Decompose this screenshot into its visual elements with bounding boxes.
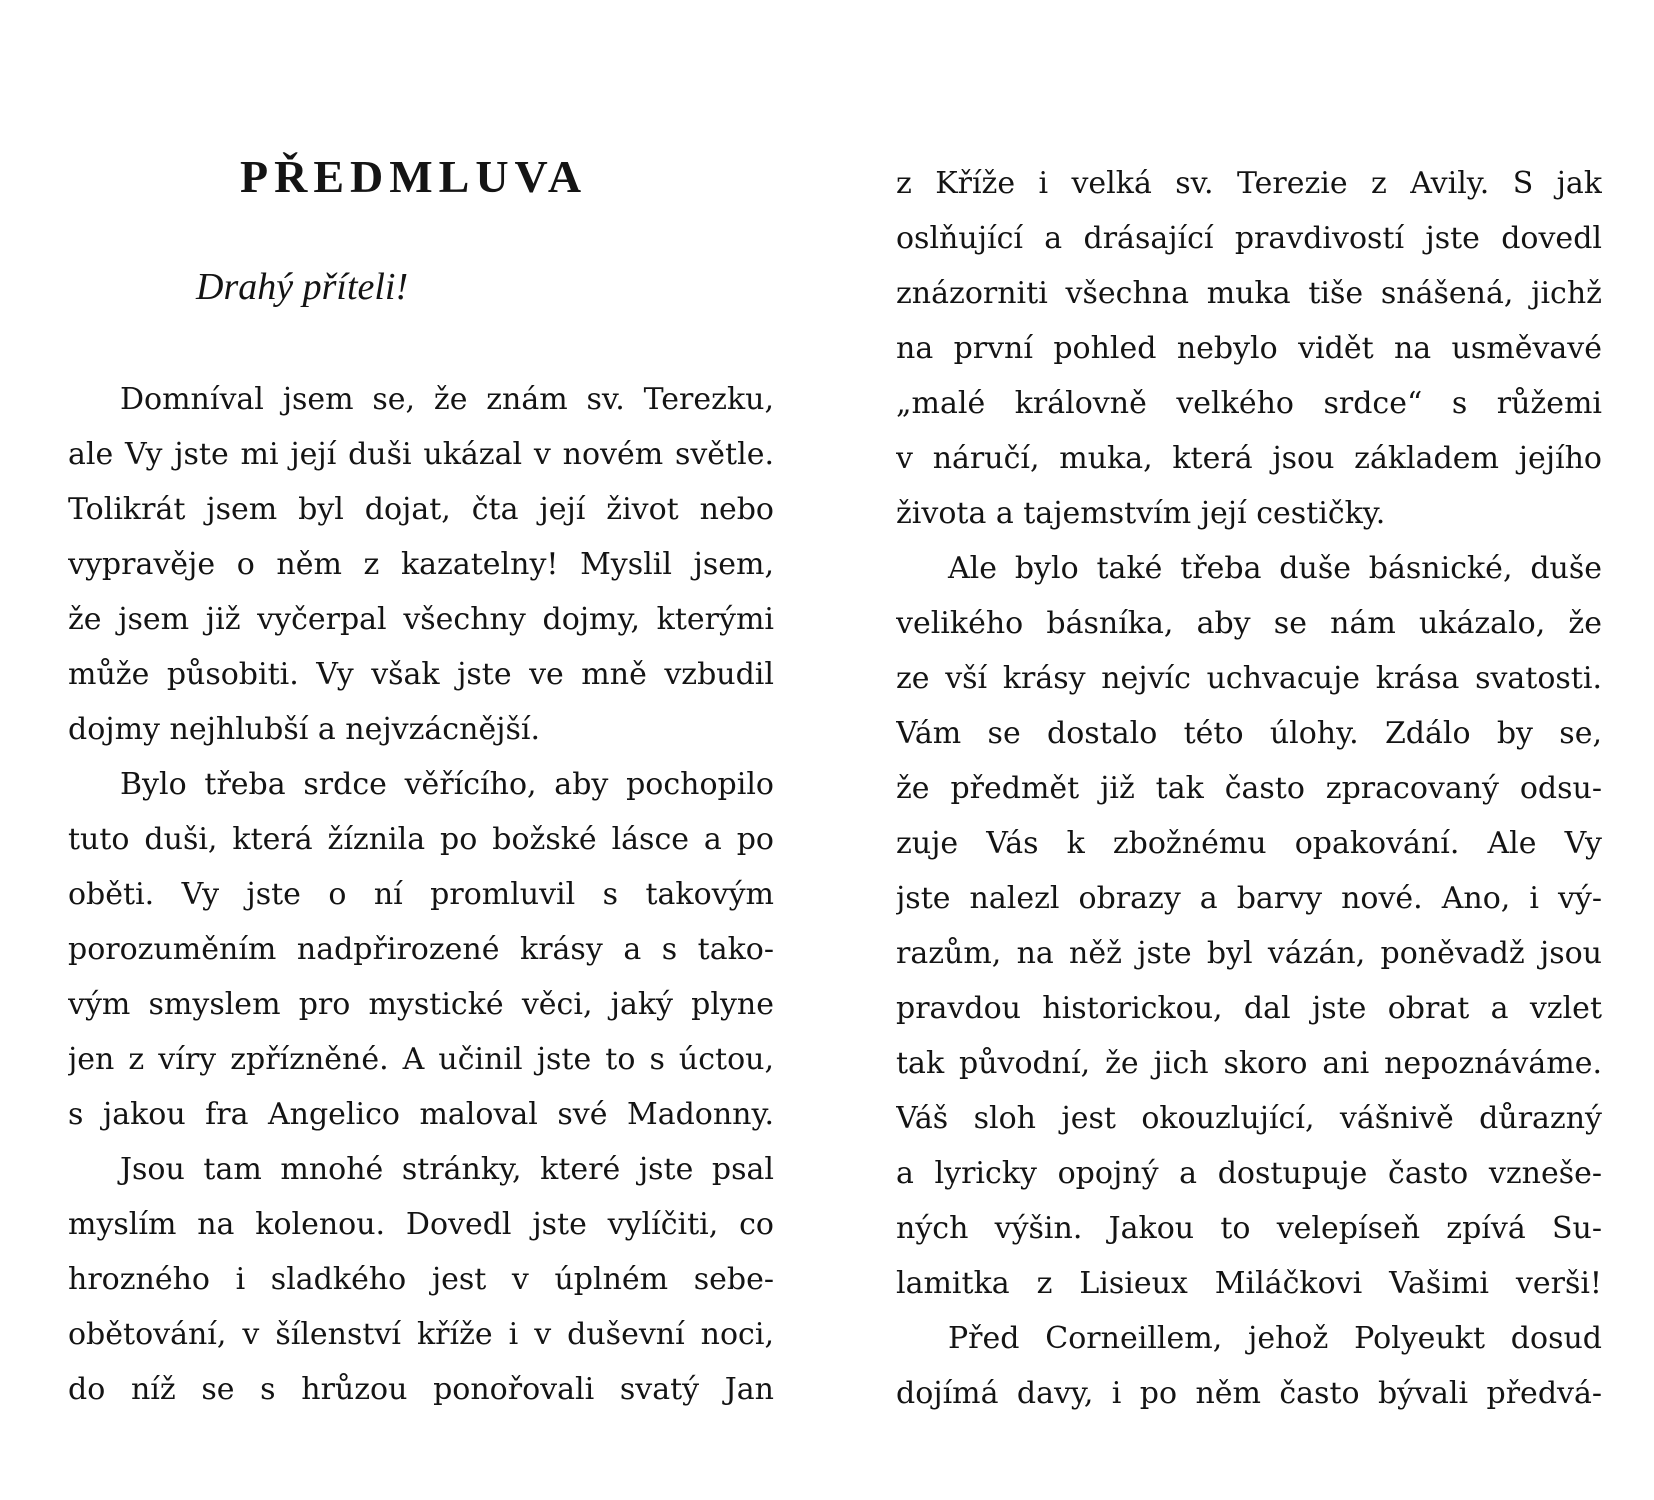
text-line: může působiti. Vy však jste ve mně vzbudil [68,657,774,692]
text-line: jen z víry zpřízněné. A učinil jste to s úctou, [68,1042,774,1077]
text-line: dojmy nejhlubší a nejvzácnější. [68,712,540,747]
text-line: Vám se dostalo této úlohy. Zdálo by se, [896,716,1602,751]
text-line: zuje Vás k zbožnému opakování. Ale Vy [896,826,1602,861]
text-line: oslňující a drásající pravdivostí jste dovedl [896,221,1602,256]
text-line: ze vší krásy nejvíc uchvacuje krása svatosti. [896,661,1602,696]
text-line: z Kříže i velká sv. Terezie z Avily. S jak [896,166,1602,201]
text-line: že jsem již vyčerpal všechny dojmy, kterými [68,602,774,637]
text-line: obětování, v šílenství kříže i v duševní noci, [68,1317,774,1352]
text-line: ných výšin. Jakou to velepíseň zpívá Su- [896,1211,1602,1246]
text-line: s jakou fra Angelico maloval své Madonny. [68,1097,774,1132]
text-line: v náručí, muka, která jsou základem jejího [896,441,1602,476]
text-line: dojímá davy, i po něm často bývali předvá- [896,1376,1602,1411]
text-line: myslím na kolenou. Dovedl jste vylíčiti, co [68,1207,774,1242]
text-line: jste nalezl obrazy a barvy nové. Ano, i vý- [896,881,1602,916]
text-line: Ale bylo také třeba duše básnické, duše [948,551,1602,586]
text-line: porozuměním nadpřirozené krásy a s tako- [68,932,774,967]
text-line: Bylo třeba srdce věřícího, aby pochopilo [120,767,774,802]
text-line: Váš sloh jest okouzlující, vášnivě důrazný [896,1101,1602,1136]
text-line: Tolikrát jsem byl dojat, čta její život nebo [68,492,774,527]
text-line: znázorniti všechna muka tiše snášená, jichž [896,276,1602,311]
text-line: hrozného i sladkého jest v úplném sebe- [68,1262,774,1297]
text-line: Jsou tam mnohé stránky, které jste psal [120,1152,774,1187]
text-line: vým smyslem pro mystické věci, jaký plyne [68,987,774,1022]
text-line: života a tajemstvím její cestičky. [896,496,1386,531]
text-line: do níž se s hrůzou ponořovali svatý Jan [68,1372,774,1407]
text-line: a lyricky opojný a dostupuje často vzneše- [896,1156,1602,1191]
left-page-text [68,372,774,1417]
text-line: „malé královně velkého srdce“ s růžemi [896,386,1602,421]
right-page-text [896,156,1602,1421]
text-line: na první pohled nebylo vidět na usměvavé [896,331,1602,366]
text-line: oběti. Vy jste o ní promluvil s takovým [68,877,774,912]
text-line: pravdou historickou, dal jste obrat a vzlet [896,991,1602,1026]
salutation: Drahý příteli! [196,266,409,308]
text-line: razům, na něž jste byl vázán, poněvadž jsou [896,936,1602,971]
text-line: vypravěje o něm z kazatelny! Myslil jsem, [68,547,774,582]
text-line: lamitka z Lisieux Miláčkovi Vašimi verši! [896,1266,1602,1301]
text-line: ale Vy jste mi její duši ukázal v novém světle. [68,437,774,472]
chapter-title: PŘEDMLUVA [240,151,588,202]
text-line: tak původní, že jich skoro ani nepoznáváme. [896,1046,1602,1081]
text-line: tuto duši, která žíznila po božské lásce a po [68,822,774,857]
text-line: velikého básníka, aby se nám ukázalo, že [896,606,1602,641]
text-line: že předmět již tak často zpracovaný odsu- [896,771,1602,806]
text-line: Před Corneillem, jehož Polyeukt dosud [948,1321,1602,1356]
text-line: Domníval jsem se, že znám sv. Terezku, [120,382,774,417]
